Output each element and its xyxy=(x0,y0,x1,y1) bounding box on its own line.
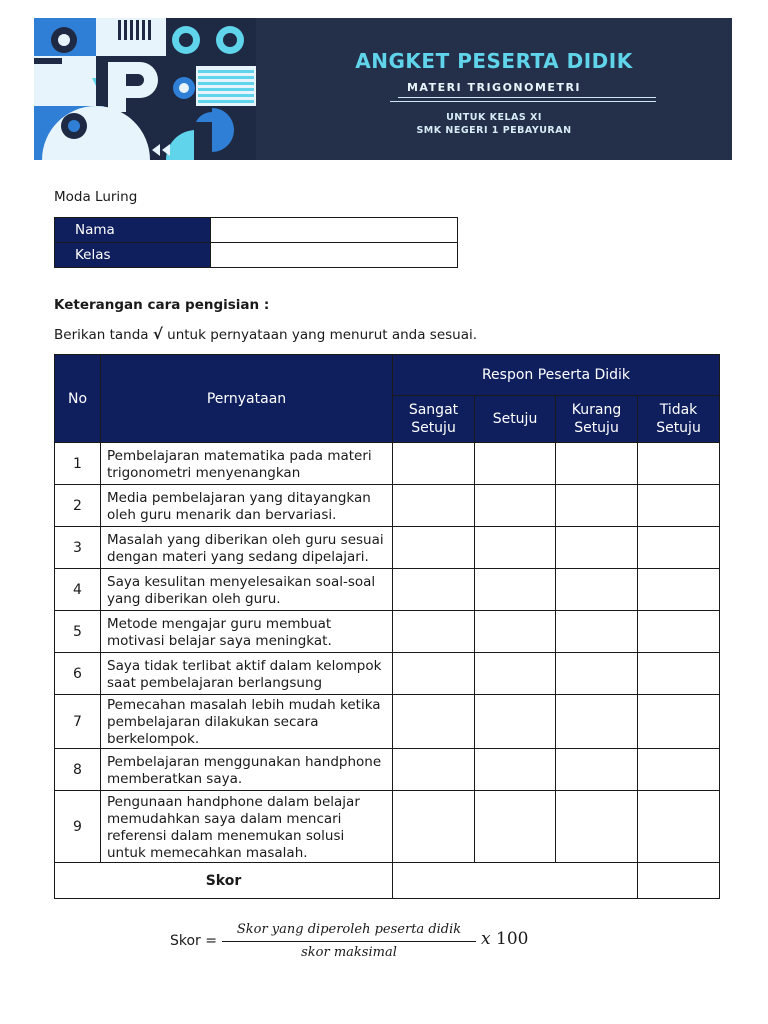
response-checkbox-cell[interactable] xyxy=(555,442,638,485)
row-number-text: 5 xyxy=(73,623,82,640)
header-statement xyxy=(100,354,393,443)
response-checkbox-cell[interactable] xyxy=(555,652,638,695)
header-response-label: Respon Peserta Didik xyxy=(481,367,631,383)
response-checkbox-cell[interactable] xyxy=(474,442,556,485)
row-number-text: 4 xyxy=(73,581,82,598)
response-checkbox-cell[interactable] xyxy=(392,748,475,791)
statement-line: referensi dalam menemukan solusi xyxy=(107,827,345,844)
response-checkbox-cell[interactable] xyxy=(392,610,475,653)
class-label: Kelas xyxy=(55,243,211,268)
response-checkbox-cell[interactable] xyxy=(474,790,556,863)
banner-title: ANGKET PESERTA DIDIK xyxy=(355,49,633,73)
response-checkbox-cell[interactable] xyxy=(474,484,556,527)
formula-multiplier xyxy=(481,929,528,949)
statement-text xyxy=(107,658,381,692)
row-number xyxy=(54,442,101,485)
statement-line: Pembelajaran menggunakan handphone xyxy=(107,753,382,770)
response-checkbox-cell[interactable] xyxy=(555,748,638,791)
response-checkbox-cell[interactable] xyxy=(637,694,720,749)
header-no-label: No xyxy=(67,390,88,407)
formula-numerator: Skor yang diperoleh peserta didik xyxy=(236,922,462,937)
response-line1: Tidak xyxy=(659,402,698,418)
response-checkbox-cell[interactable] xyxy=(637,568,720,611)
banner-subtitle: MATERI TRIGONOMETRI xyxy=(406,81,582,94)
response-checkbox-cell[interactable] xyxy=(555,610,638,653)
response-checkbox-cell[interactable] xyxy=(637,442,720,485)
response-checkbox-cell[interactable] xyxy=(555,694,638,749)
row-number xyxy=(54,484,101,527)
row-number-text: 1 xyxy=(73,455,82,472)
response-checkbox-cell[interactable] xyxy=(555,790,638,863)
statement-line: trigonometri menyenangkan xyxy=(107,464,301,481)
statement-line: Masalah yang diberikan oleh guru sesuai xyxy=(107,531,384,548)
statement-line: memberatkan saya. xyxy=(107,770,243,787)
statement-cell xyxy=(100,568,393,611)
statement-text xyxy=(107,490,371,524)
statement-text xyxy=(107,754,381,788)
response-line1: Setuju xyxy=(492,411,538,427)
response-checkbox-cell[interactable] xyxy=(637,526,720,569)
response-checkbox-cell[interactable] xyxy=(637,790,720,863)
statement-line: Saya kesulitan menyelesaikan soal-soal xyxy=(107,573,376,590)
statement-line: Media pembelajaran yang ditayangkan xyxy=(107,489,371,506)
response-checkbox-cell[interactable] xyxy=(637,484,720,527)
response-checkbox-cell[interactable] xyxy=(474,652,556,695)
response-line2: Setuju xyxy=(574,420,619,436)
statement-cell xyxy=(100,484,393,527)
response-checkbox-cell[interactable] xyxy=(474,694,556,749)
mode-label: Moda Luring xyxy=(54,189,138,205)
statement-line: motivasi belajar saya meningkat. xyxy=(107,632,332,649)
header-response-group xyxy=(392,354,720,396)
formula-denominator: skor maksimal xyxy=(301,945,397,960)
statement-cell xyxy=(100,652,393,695)
statement-text xyxy=(107,697,381,748)
statement-text xyxy=(107,532,384,566)
row-number-text: 6 xyxy=(73,665,82,682)
statement-cell xyxy=(100,610,393,653)
row-number xyxy=(54,568,101,611)
response-checkbox-cell[interactable] xyxy=(555,484,638,527)
banner-class: UNTUK KELAS XI xyxy=(446,112,542,123)
response-checkbox-cell[interactable] xyxy=(555,526,638,569)
statement-line: dengan materi yang sedang dipelajari. xyxy=(107,548,369,565)
row-number xyxy=(54,610,101,653)
header-statement-label: Pernyataan xyxy=(206,390,287,407)
header-no xyxy=(54,354,101,443)
instruction-heading: Keterangan cara pengisian : xyxy=(54,297,270,313)
row-number-text: 9 xyxy=(73,818,82,835)
response-checkbox-cell[interactable] xyxy=(637,610,720,653)
statement-line: Pemecahan masalah lebih mudah ketika xyxy=(107,697,381,713)
instruction-after: untuk pernyataan yang menurut anda sesuai. xyxy=(162,327,478,343)
row-number-text: 7 xyxy=(73,713,82,730)
statement-cell xyxy=(100,694,393,749)
response-line2: Setuju xyxy=(411,420,456,436)
header-response-2 xyxy=(474,395,556,443)
skor-extra-cell[interactable] xyxy=(637,862,720,899)
fraction-bar xyxy=(222,941,476,942)
statement-line: Pembelajaran matematika pada materi xyxy=(107,447,372,464)
statement-text xyxy=(107,574,375,608)
row-number xyxy=(54,694,101,749)
row-number xyxy=(54,748,101,791)
row-number-text: 2 xyxy=(73,497,82,514)
header-response-3 xyxy=(555,395,638,443)
response-checkbox-cell[interactable] xyxy=(637,652,720,695)
statement-cell xyxy=(100,526,393,569)
response-line1: Sangat xyxy=(408,402,459,418)
response-checkbox-cell[interactable] xyxy=(392,652,475,695)
response-checkbox-cell[interactable] xyxy=(392,568,475,611)
response-line1: Kurang xyxy=(571,402,622,418)
row-number xyxy=(54,652,101,695)
formula-fraction xyxy=(222,920,476,963)
skor-label-cell xyxy=(54,862,393,899)
skor-label-text: Skor xyxy=(205,872,242,889)
statement-line: untuk memecahkan masalah. xyxy=(107,844,308,861)
statement-line: Metode mengajar guru membuat xyxy=(107,615,332,632)
response-checkbox-cell[interactable] xyxy=(474,610,556,653)
check-mark-icon: √ xyxy=(152,325,163,343)
times-sign: x xyxy=(481,929,491,949)
response-checkbox-cell[interactable] xyxy=(474,568,556,611)
statement-line: Saya tidak terlibat aktif dalam kelompok xyxy=(107,657,382,674)
statement-line: berkelompok. xyxy=(107,731,200,747)
header-response-4 xyxy=(637,395,720,443)
statement-text xyxy=(107,448,372,482)
response-checkbox-cell[interactable] xyxy=(555,568,638,611)
statement-line: oleh guru menarik dan bervariasi. xyxy=(107,506,337,523)
statement-cell xyxy=(100,442,393,485)
statement-line: memudahkan saya dalam mencari xyxy=(107,810,342,827)
row-number-text: 3 xyxy=(73,539,82,556)
statement-cell xyxy=(100,790,393,863)
statement-text xyxy=(107,794,360,862)
row-number xyxy=(54,790,101,863)
response-checkbox-cell[interactable] xyxy=(392,484,475,527)
response-checkbox-cell[interactable] xyxy=(637,748,720,791)
statement-line: Pengunaan handphone dalam belajar xyxy=(107,793,360,810)
statement-text xyxy=(107,616,332,650)
response-checkbox-cell[interactable] xyxy=(392,694,475,749)
response-checkbox-cell[interactable] xyxy=(392,442,475,485)
response-checkbox-cell[interactable] xyxy=(392,526,475,569)
statement-line: yang diberikan oleh guru. xyxy=(107,590,281,607)
statement-line: pembelajaran dilakukan secara xyxy=(107,714,319,730)
statement-line: saat pembelajaran berlangsung xyxy=(107,674,323,691)
row-number-text: 8 xyxy=(73,761,82,778)
header-response-1 xyxy=(392,395,475,443)
response-checkbox-cell[interactable] xyxy=(392,790,475,863)
formula-factor: 100 xyxy=(496,929,529,949)
response-checkbox-cell[interactable] xyxy=(474,748,556,791)
name-label: Nama xyxy=(55,218,211,243)
instruction-before: Berikan tanda xyxy=(54,327,153,343)
statement-cell xyxy=(100,748,393,791)
response-checkbox-cell[interactable] xyxy=(474,526,556,569)
banner-school: SMK NEGERI 1 PEBAYURAN xyxy=(416,125,572,136)
row-number xyxy=(54,526,101,569)
formula-lhs: Skor = xyxy=(170,933,217,949)
response-line2: Setuju xyxy=(656,420,701,436)
skor-value-cell[interactable] xyxy=(392,862,638,899)
